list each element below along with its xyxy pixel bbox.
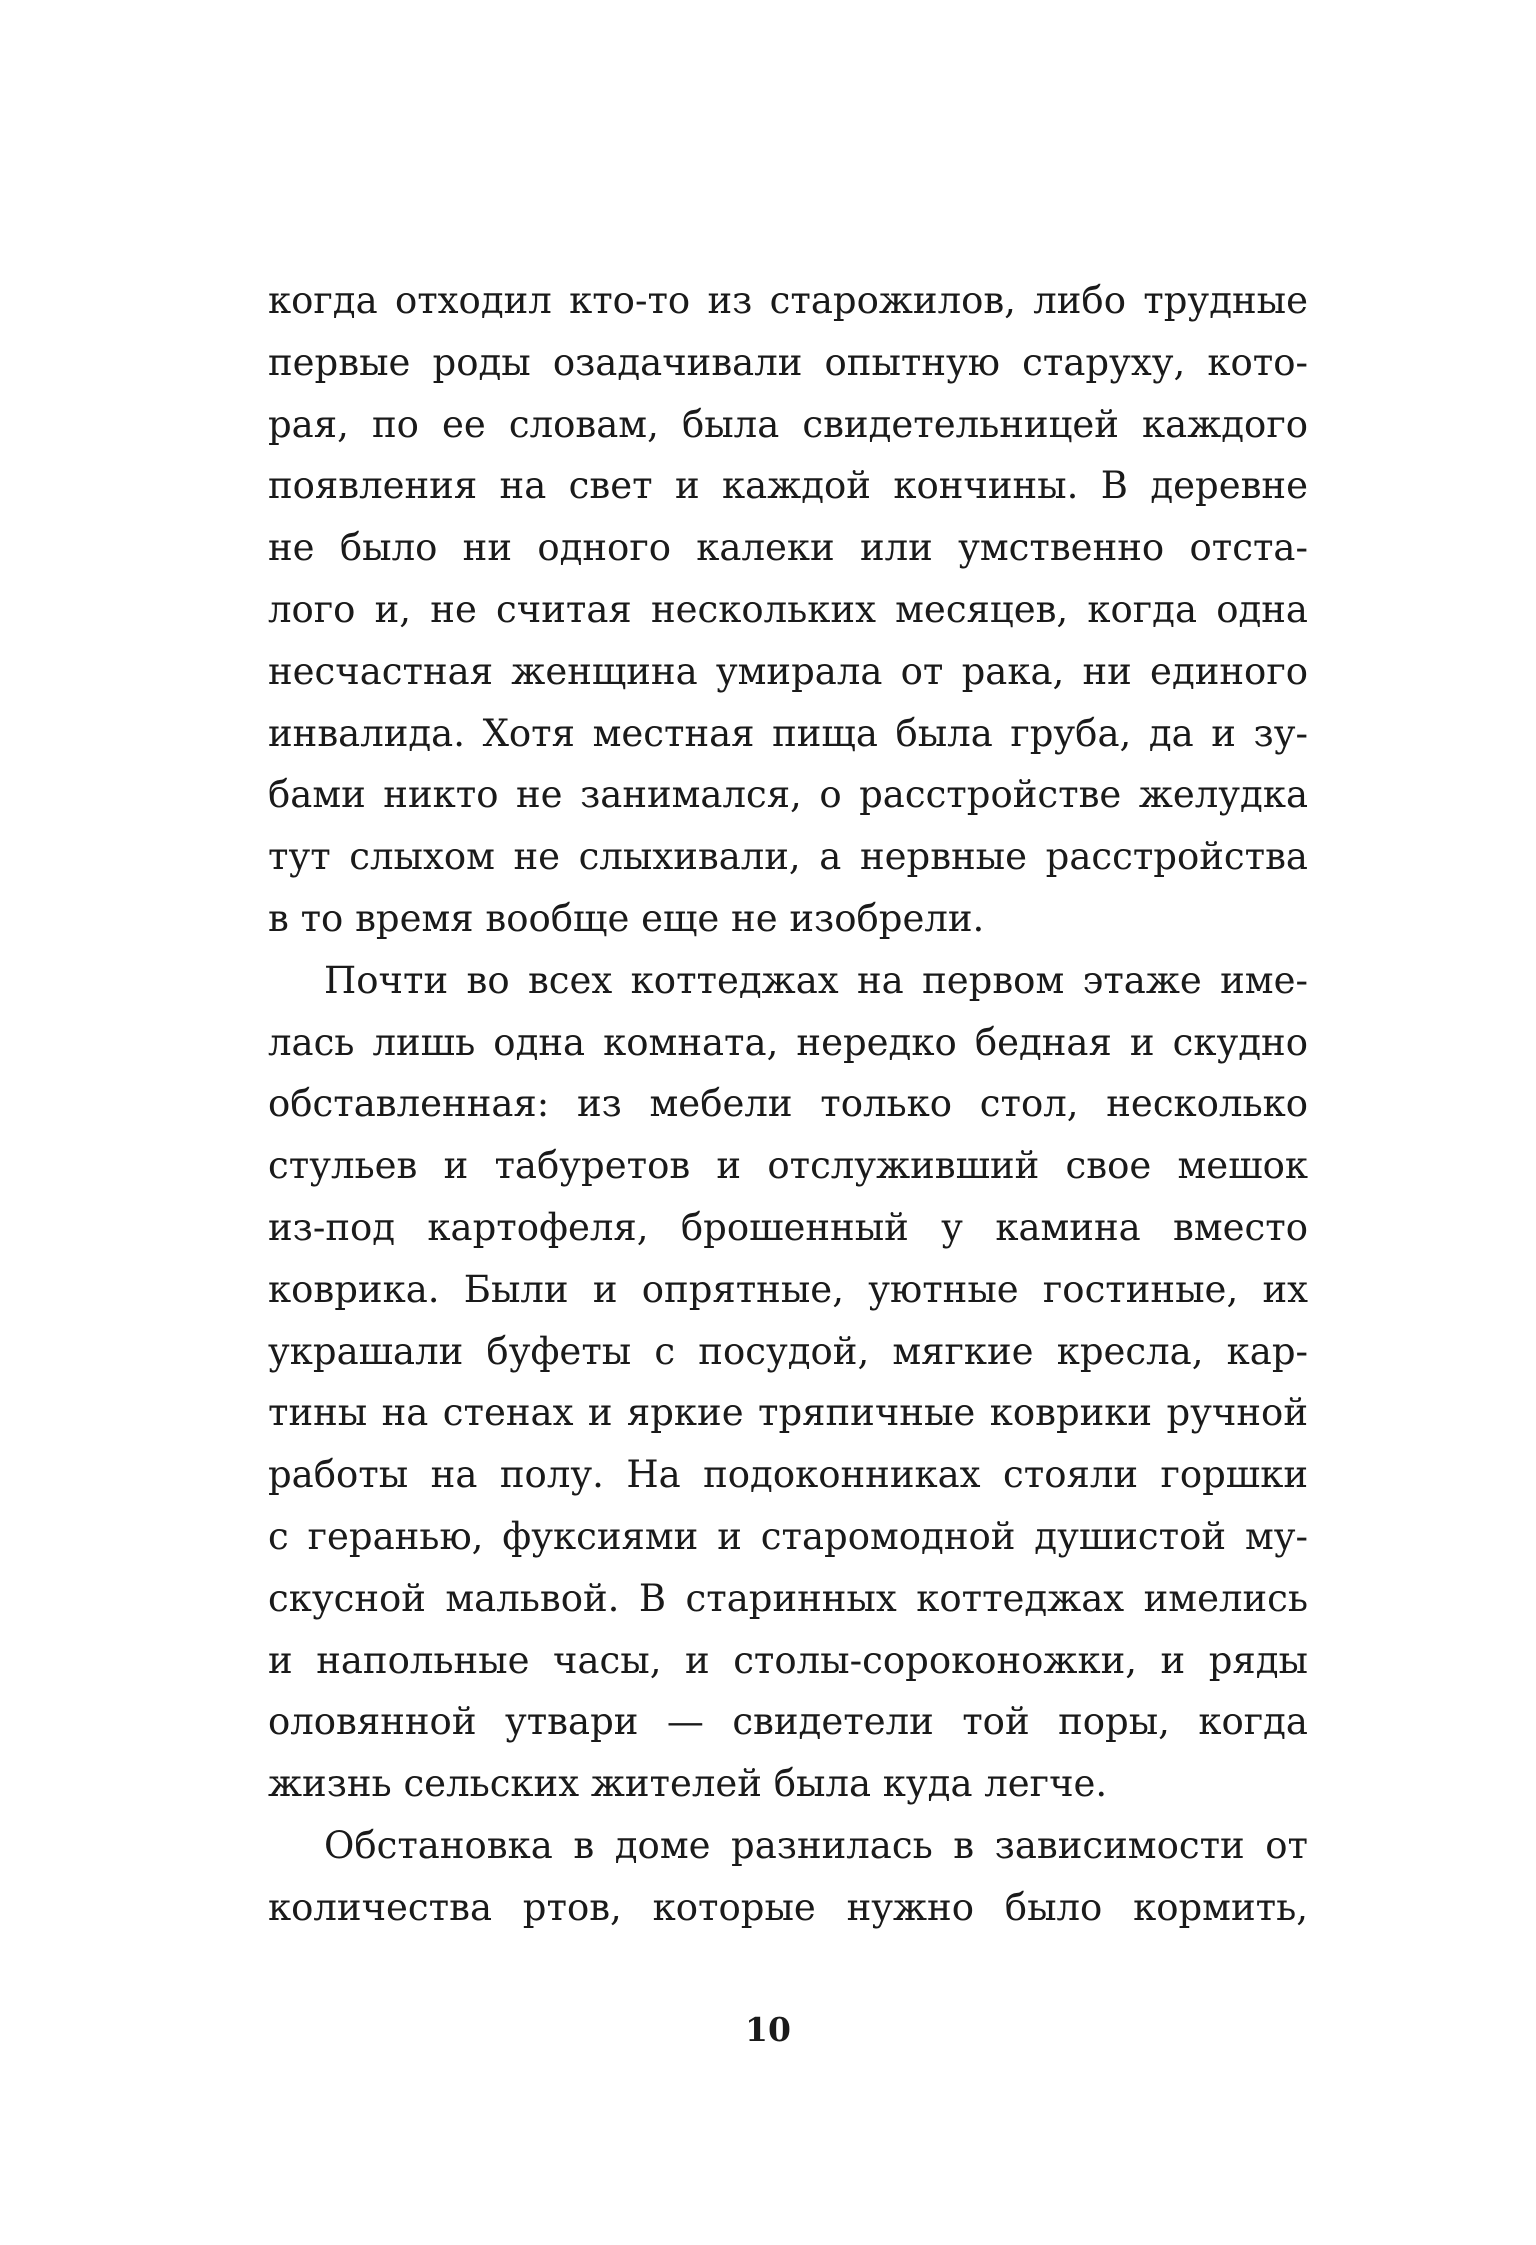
text-line: жизнь сельских жителей была куда легче.	[268, 1762, 1108, 1806]
text-line: когда отходил кто-то из старожилов, либо трудные	[268, 279, 1308, 322]
text-line: первые роды озадачивали опытную старуху, кото-	[268, 340, 1308, 384]
text-line: бами никто не занимался, о расстройстве желудка	[268, 773, 1308, 817]
text-line: скусной мальвой. В старинных коттеджах имелись	[268, 1576, 1308, 1620]
text-line: обставленная: из мебели только стол, несколько	[268, 1082, 1308, 1126]
text-line: работы на полу. На подоконниках стояли горшки	[268, 1453, 1308, 1497]
text-line: лась лишь одна комната, нередко бедная и скудно	[268, 1020, 1308, 1064]
body-text	[268, 270, 1308, 1939]
text-line: не было ни одного калеки или умственно отста-	[268, 526, 1308, 570]
text-line: с геранью, фуксиями и старомодной душистой му-	[268, 1514, 1308, 1558]
text-line: тут слыхом не слыхивали, а нервные расстройства	[268, 835, 1308, 879]
text-line: стульев и табуретов и отслуживший свое мешок	[268, 1144, 1308, 1188]
text-line: в то время вообще еще не изобрели.	[268, 896, 985, 940]
text-line: из-под картофеля, брошенный у камина вместо	[268, 1205, 1308, 1249]
text-line: инвалида. Хотя местная пища была груба, да и зу-	[268, 711, 1308, 755]
text-line: оловянной утвари — свидетели той поры, когда	[268, 1700, 1308, 1744]
text-line: Почти во всех коттеджах на первом этаже име-	[324, 958, 1308, 1002]
text-line: тины на стенах и яркие тряпичные коврики ручной	[268, 1391, 1308, 1435]
paragraph-2	[268, 950, 1308, 1815]
text-line: количества ртов, которые нужно было кормить,	[268, 1885, 1308, 1929]
page-number: 10	[745, 2010, 791, 2049]
text-line: рая, по ее словам, была свидетельницей каждого	[268, 402, 1308, 446]
text-line: Обстановка в доме разнилась в зависимости от	[324, 1823, 1308, 1867]
text-line: появления на свет и каждой кончины. В деревне	[268, 464, 1308, 508]
text-line: коврика. Были и опрятные, уютные гостиные, их	[268, 1267, 1308, 1311]
text-line: и напольные часы, и столы-сороконожки, и ряды	[268, 1638, 1308, 1682]
text-line: лого и, не считая нескольких месяцев, когда одна	[268, 587, 1308, 631]
text-line: украшали буфеты с посудой, мягкие кресла, кар-	[268, 1329, 1308, 1373]
paragraph-1	[268, 270, 1308, 950]
paragraph-3	[268, 1815, 1308, 1939]
text-line: несчастная женщина умирала от рака, ни единого	[268, 649, 1308, 693]
